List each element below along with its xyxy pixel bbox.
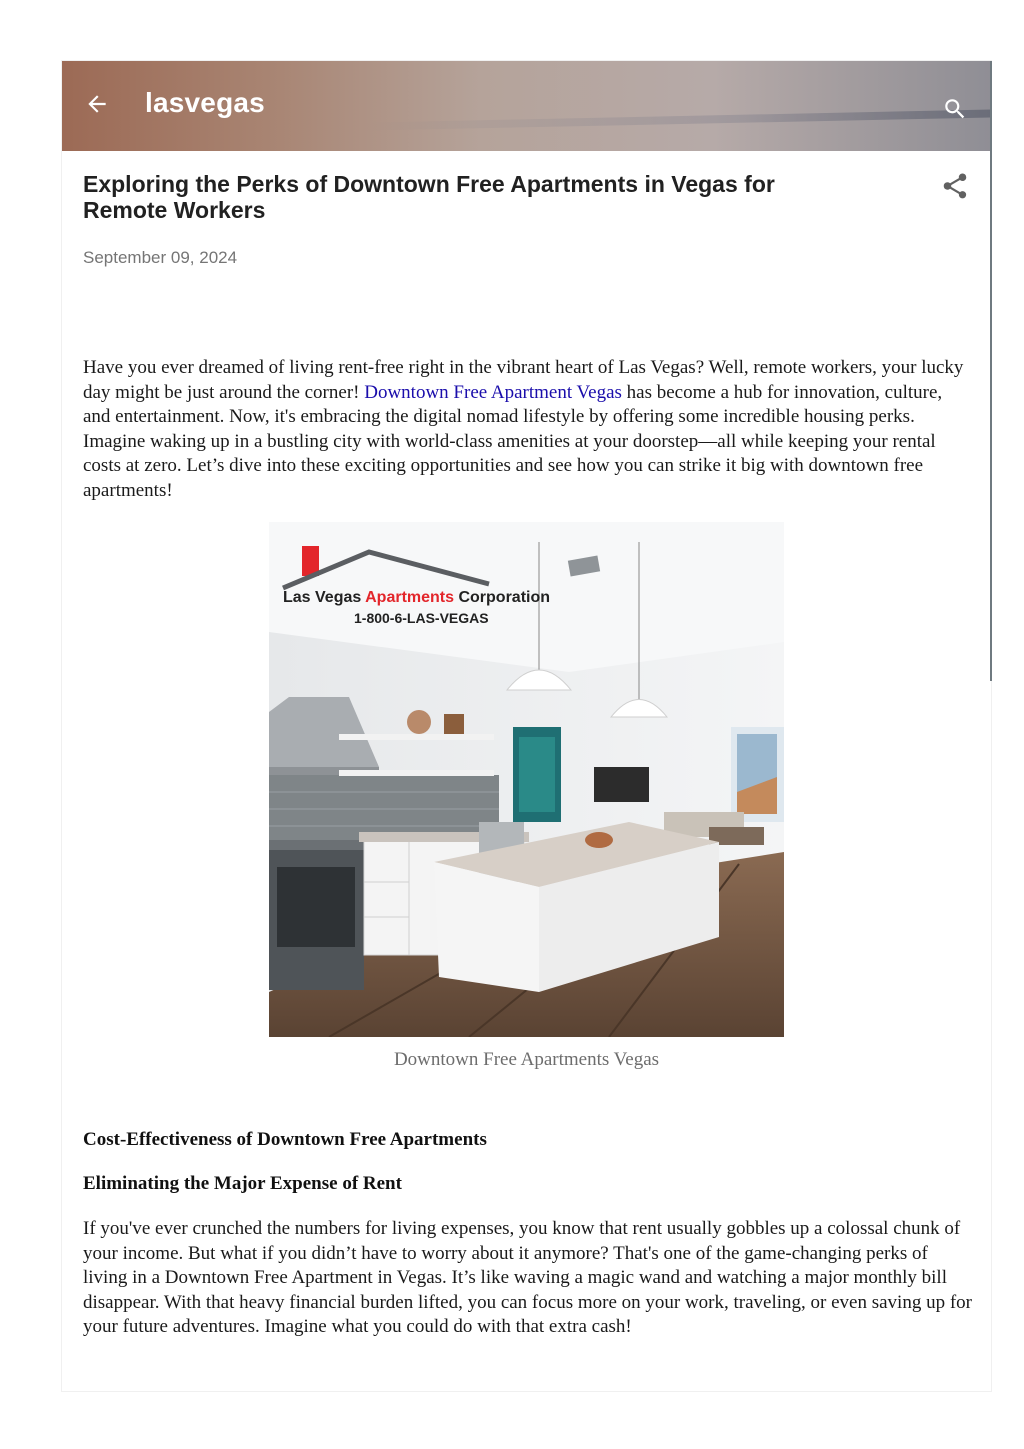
arrow-left-icon[interactable] (84, 91, 110, 117)
intro-text-end: has become a hub for innovation, culture, and entertainment. Now, it's embracing the digital nomad lifestyle by offering some incredible housing perks. Imagine waking up in a bustling city with world-class amenities at your doorstep—all while keeping your rental costs at zero. Let’s dive into these exciting opportunities and see how you can strike it big with downtown free apartments! (83, 381, 943, 501)
kitchen-illustration (269, 522, 784, 1037)
rent-paragraph: If you've ever crunched the numbers for living expenses, you know that rent usually gobbles up a colossal chunk of your income. But what if you didn’t have to worry about it anymore? That's one of the game-changing perks of living in a Downtown Free Apartment in Vegas. It’s like waving a magic wand and watching a major monthly bill disappear. With that heavy financial burden lifted, you can focus more on your work, traveling, or even saving up for your future adventures. Imagine what you could do with that extra cash! (83, 1218, 972, 1337)
card-right-edge (990, 61, 992, 681)
logo-text-line1: Las Vegas Apartments Corporation (283, 589, 551, 606)
post-date: September 09, 2024 (83, 248, 238, 267)
intro-paragraph (83, 356, 973, 503)
blog-header (62, 61, 991, 151)
intro-text-start: Have you ever dreamed of living rent-free right in the vibrant heart of Las Vegas? Well, remote workers, your lucky day might be just around the corner! (83, 357, 964, 403)
heading-eliminating-rent: Eliminating the Major Expense of Rent (83, 1173, 402, 1194)
header-background-streak (362, 109, 991, 130)
logo-phone: 1-800-6-LAS-VEGAS (354, 610, 489, 626)
heading-cost-effectiveness: Cost-Effectiveness of Downtown Free Apartments (83, 1129, 487, 1150)
site-title[interactable]: lasvegas (145, 87, 265, 118)
apartment-photo[interactable] (269, 522, 784, 1037)
post-title: Exploring the Perks of Downtown Free Apartments in Vegas for Remote Workers (83, 171, 775, 223)
downtown-apartment-link[interactable]: Downtown Free Apartment Vegas (364, 381, 622, 403)
post-card (62, 61, 991, 1391)
search-icon[interactable] (942, 96, 968, 122)
share-icon[interactable] (940, 171, 970, 201)
image-caption: Downtown Free Apartments Vegas (393, 1049, 660, 1070)
